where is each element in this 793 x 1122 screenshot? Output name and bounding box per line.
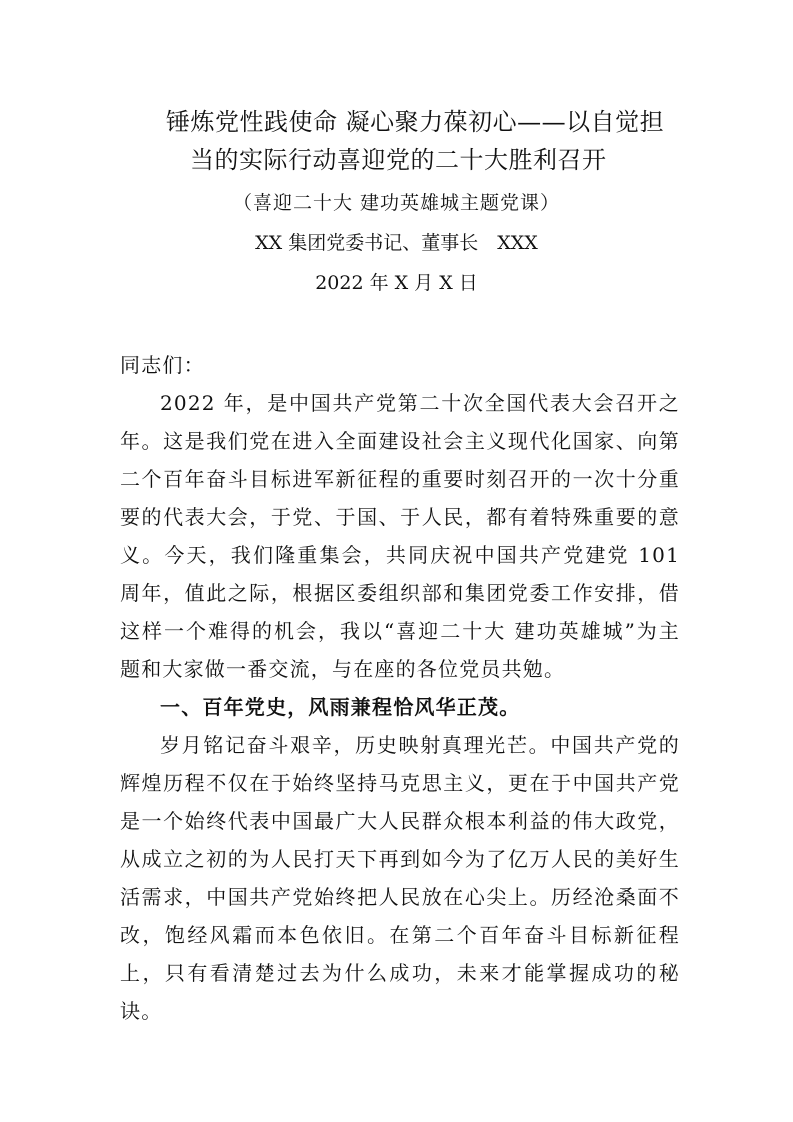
author-line: XX 集团党委书记、董事长 XXX: [255, 232, 538, 254]
title-line-2: 当的实际行动喜迎党的二十大胜利召开: [190, 146, 607, 174]
subtitle: （喜迎二十大 建功英雄城主题党课）: [232, 192, 561, 214]
section-heading-1: 一、百年党史，风雨兼程恰风华正茂。: [160, 695, 521, 719]
date-line: 2022 年 X 月 X 日: [315, 272, 478, 294]
paragraph-intro: 2022 年，是中国共产党第二十次全国代表大会召开之年。这是我们党在进入全面建设社会主义现代化国家、向第二个百年奋斗目标进军新征程的重要时刻召开的一次十分重要的代表大会，于党、于国、于人民，都有着特殊重要的意义。今天，我们隆重集会，共同庆祝中国共产党建党 101 周年，值此之际，根据区委组织部和集团党委工作安排，借这样一个难得的机会，我以“喜迎二十大 建功英雄城”为主题和大家做一番交流，与在座的各位党员共勉。: [120, 391, 680, 681]
greeting: 同志们：: [120, 353, 205, 377]
title-line-1: 锤炼党性践使命 凝心聚力葆初心——以自觉担: [166, 108, 665, 136]
document-body: [120, 346, 680, 1030]
paragraph-section-1: 岁月铭记奋斗艰辛，历史映射真理光芒。中国共产党的辉煌历程不仅在于始终坚持马克思主义，更在于中国共产党是一个始终代表中国最广大人民群众根本利益的伟大政党，从成立之初的为人民打天下再到如今为了亿万人民的美好生活需求，中国共产党始终把人民放在心尖上。历经沧桑面不改，饱经风霜而本色依旧。在第二个百年奋斗目标新征程上，只有看清楚过去为什么成功，未来才能掌握成功的秘诀。: [120, 733, 680, 1023]
